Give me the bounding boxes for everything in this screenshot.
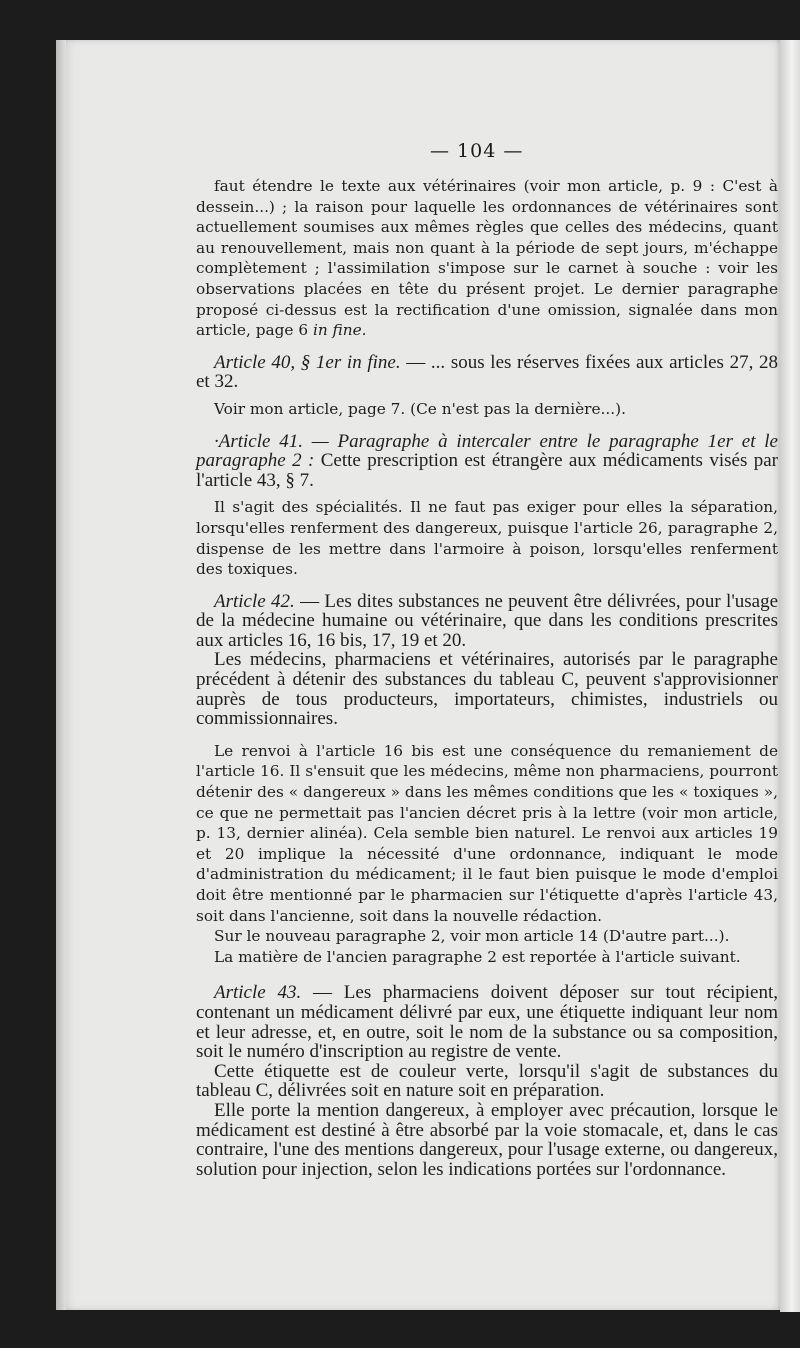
paragraph-article-42-cont: Les médecins, pharmaciens et vétérinaires, autorisés par le paragraphe précédent à détenir des substances du tableau C, peuvent s'approvisionner auprès de tous producteurs, importateurs, chimistes, industriels ou commissionnaires.	[196, 649, 778, 730]
article-heading: ·Article 41. — Paragraphe à intercaler entre le paragraphe 1er et le paragraphe 2 :	[196, 430, 778, 472]
paragraph-article-42: Article 42. — Les dites substances ne peuvent être délivrées, pour l'usage de la médecine humaine ou vétérinaire, que dans les conditions prescrites aux articles 16, 16 bis, 17, 19 et 20.	[196, 590, 779, 651]
paragraph-commentary-2: Voir mon article, page 7. (Ce n'est pas la dernière...).	[214, 399, 626, 418]
paragraph-article-40: Article 40, § 1er in fine. — ... sous les réserves fixées aux articles 27, 28 et 32.	[196, 351, 778, 393]
paragraph-article-43-cont-2: Elle porte la mention dangereux, à employer avec précaution, lorsque le médicament est destiné à être absorbé par la voie stomacale, et, dans le cas contraire, l'une des mentions dangereux, pour l'usage externe, ou dangereux, solution pour injection, selon les indications portées sur l'ordonnance.	[196, 1099, 778, 1180]
paragraph-article-43: Article 43. — Les pharmaciens doivent déposer sur tout récipient, contenant un médicament délivré par eux, une étiquette indiquant leur nom et leur adresse, et, en outre, soit le nom de la substance ou sa composition, soit le numéro d'inscription au registre de vente.	[196, 982, 778, 1063]
paragraph-commentary-3: Il s'agit des spécialités. Il ne faut pas exiger pour elles la séparation, lorsqu'elles renferment des dangereux, puisque l'article 26, paragraphe 2, dispense de les mettre dans l'armoire à poison, lorsqu'elles renferment des toxiques.	[196, 498, 778, 579]
article-heading: Article 42.	[214, 590, 295, 612]
page-number: — 104 —	[430, 140, 524, 162]
paragraph-article-43-cont-1: Cette étiquette est de couleur verte, lorsqu'il s'agit de substances du tableau C, délivrées soit en nature soit en préparation.	[196, 1060, 778, 1102]
page-edge	[780, 40, 800, 1312]
page-body	[196, 176, 778, 1179]
paragraph-commentary-5: Sur le nouveau paragraphe 2, voir mon article 14 (D'autre part...).	[214, 927, 730, 946]
article-heading: Article 43.	[214, 982, 302, 1004]
paragraph-commentary-1: faut étendre le texte aux vétérinaires (voir mon article, p. 9 : C'est à dessein...) ; la raison pour laquelle les ordonnances de vétérinaires sont actuellement soumises aux mêmes règles que celles des médecins, quant au renouvellement, mais non quant à la période de sept jours, m'échappe complètement ; l'assimilation s'impose sur le carnet à souche : voir les observations placées en tête du présent projet. Le dernier paragraphe proposé ci-dessus est la rectification d'une omission, signalée dans mon article, page 6 in fine.	[196, 177, 778, 340]
paragraph-commentary-4: Le renvoi à l'article 16 bis est une conséquence du remaniement de l'article 16. Il s'ensuit que les médecins, même non pharmaciens, pourront détenir des « dangereux » dans les mêmes conditions que les « toxiques », ce que ne permettait pas l'ancien décret pris à la lettre (voir mon article, p. 13, dernier alinéa). Cela semble bien naturel. Le renvoi aux articles 19 et 20 implique la nécessité d'une ordonnance, indiquant le mode d'administration du médicament; il le faut bien puisque le mode d'emploi doit être mentionné par le pharmacien sur l'étiquette d'après l'article 43, soit dans l'ancienne, soit dans la nouvelle rédaction.	[196, 741, 778, 925]
article-heading: Article 40, § 1er in fine.	[214, 351, 401, 373]
paragraph-article-41: ·Article 41. — Paragraphe à intercaler entre le paragraphe 1er et le paragraphe 2 : Cette prescription est étrangère aux médicaments visés par l'article 43, § 7.	[196, 430, 778, 491]
paragraph-commentary-6: La matière de l'ancien paragraphe 2 est reportée à l'article suivant.	[214, 947, 741, 966]
